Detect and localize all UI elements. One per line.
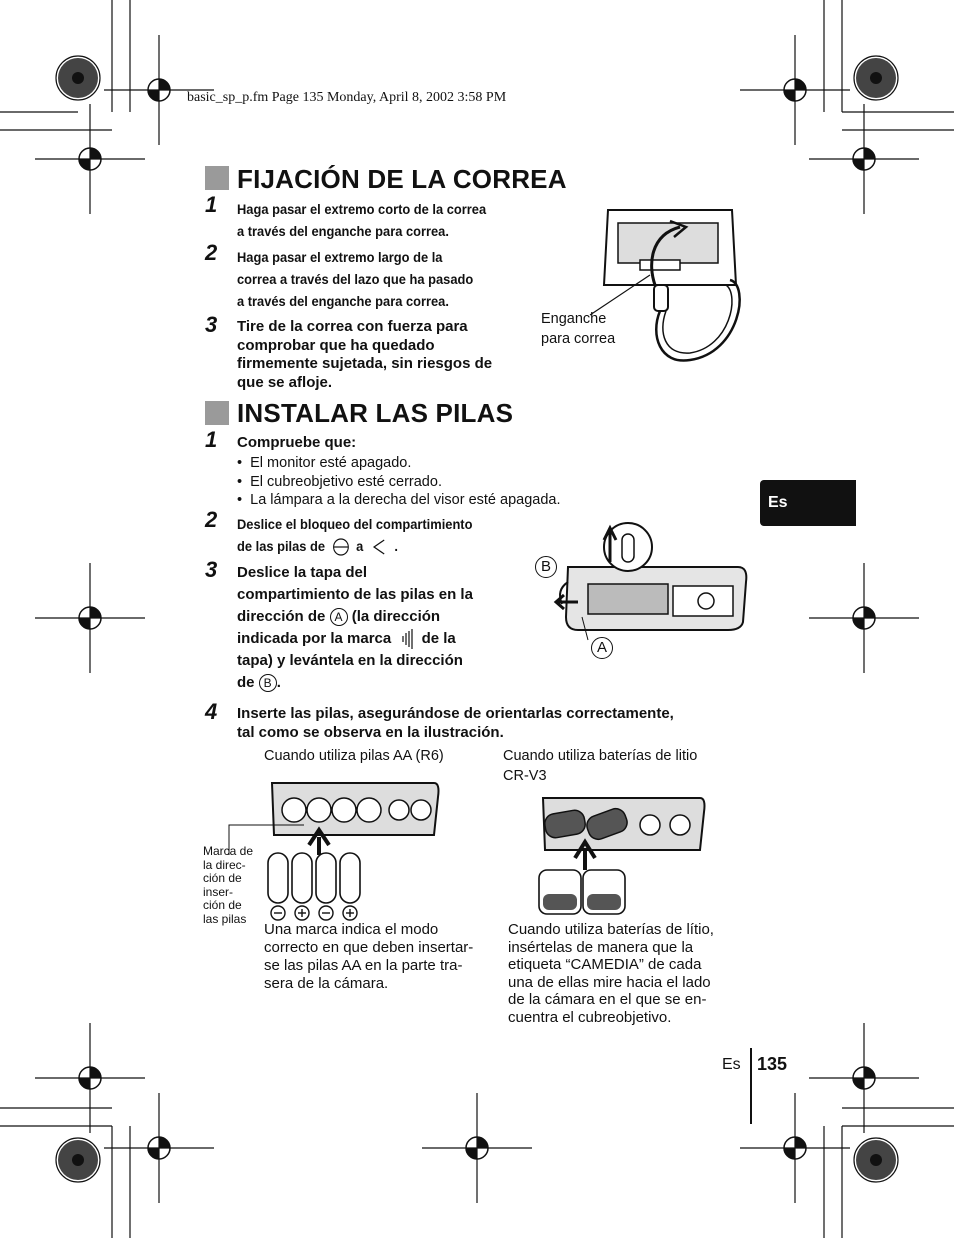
slide-mark-icon [397,629,415,649]
unlock-step: Deslice el bloqueo del compartimiento de las pilas de a . [237,513,472,557]
lock-open-icon [371,538,388,556]
section-marker [205,401,229,425]
step-number: 2 [205,507,218,532]
file-header: basic_sp_p.fm Page 135 Monday, April 8, 2002 3:58 PM [187,90,507,105]
insert-step: Inserte las pilas, asegurándose de orientarlas correctamente, tal como se observa en la ilustración. [237,705,674,741]
list-item: • La lámpara a la derecha del visor esté apagada. [237,492,561,508]
battery-cover-illustration [548,522,748,632]
aa-caption: Cuando utiliza pilas AA (R6) [264,748,444,764]
strap-hook-label: Enganche para correa [541,311,616,347]
page-number: 135 [757,1054,788,1074]
step-number: 1 [205,427,218,452]
section-title-strap: FIJACIÓN DE LA CORREA [237,164,567,194]
list-item: • El cubreobjetivo esté cerrado. [237,473,442,490]
strap-step-3: Tire de la correa con fuerza para comprobar que ha quedado firmemente sujetada, sin riesgos de que se afloje. [237,318,493,392]
section-marker [205,166,229,190]
section-title-batteries: INSTALAR LAS PILAS [237,398,514,428]
step-number: 4 [205,699,218,724]
step-number: 2 [205,240,218,265]
footer-divider [750,1048,752,1124]
strap-illustration [600,205,760,365]
open-cover-step: Deslice la tapa del compartimiento de las pilas en la dirección de A (la dirección indicada por la marca de la tapa) y levántela en la dirección de B . [237,564,473,691]
list-item: • El monitor esté apagado. [237,455,412,471]
aa-batteries-illustration [264,775,444,925]
insert-direction-label: Marca de la direc- ción de inser- ción de las pilas [203,844,254,926]
step-number: 1 [205,192,218,217]
step-number: 3 [205,312,218,337]
direction-a-icon: A [330,608,348,626]
check-title: Compruebe que: [237,434,357,451]
lithium-caption: Cuando utiliza baterías de litio CR-V3 [503,748,698,784]
step-number: 3 [205,557,218,582]
lithium-note: Cuando utiliza baterías de lítio, insértelas de manera que la etiqueta “CAMEDIA” de cada una de ellas mire hacia el lado de la cámara en el que se en- cuentra el cubreobjetivo. [508,921,714,1026]
footer-lang: Es [722,1056,741,1073]
aa-note: Una marca indica el modo correcto en que deben insertar- se las pilas AA en la parte tra- sera de la cámara. [264,921,474,992]
lithium-batteries-illustration [535,790,715,920]
strap-step-2: Haga pasar el extremo largo de la correa a través del lazo que ha pasado a través del enganche para correa. [237,249,474,309]
figure-label-a: A [591,637,613,659]
strap-step-1: Haga pasar el extremo corto de la correa a través del enganche para correa. [237,201,487,239]
lock-closed-icon [332,538,349,556]
language-tab-label: Es [768,494,788,511]
figure-label-b: B [535,556,557,578]
check-list [237,454,560,510]
language-tab [760,480,856,526]
direction-b-icon: B [259,674,277,692]
